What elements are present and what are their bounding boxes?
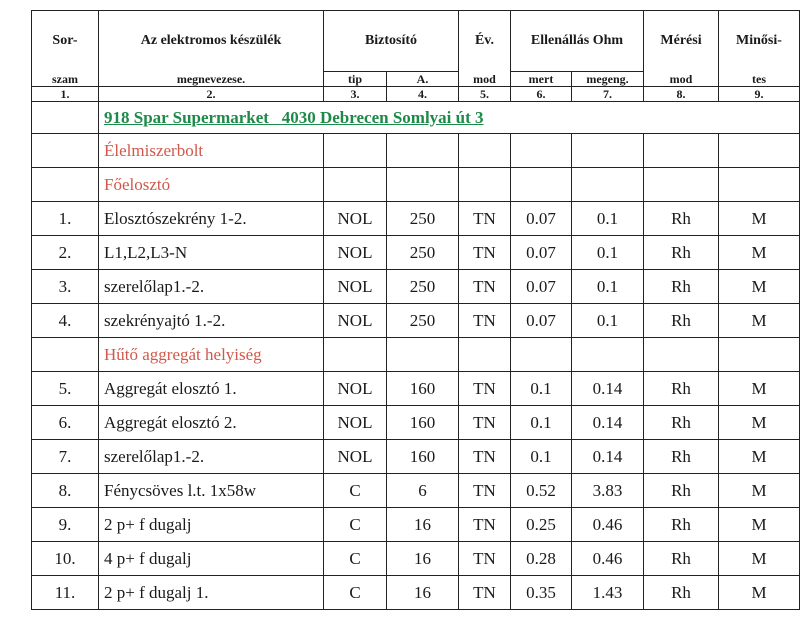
section-row (32, 168, 800, 202)
fuse-amps: 250 (387, 202, 459, 236)
measurement-method: Rh (644, 474, 719, 508)
device-name: Aggregát elosztó 2. (99, 406, 324, 440)
qualification: M (719, 304, 800, 338)
table-row (32, 542, 800, 576)
header-cell: Az elektromos készülék (99, 11, 324, 72)
column-number: 8. (644, 87, 719, 102)
row-number: 5. (32, 372, 99, 406)
header-cell: mod (644, 72, 719, 87)
row-number: 8. (32, 474, 99, 508)
header-cell: Minősi- (719, 11, 800, 72)
column-number: 1. (32, 87, 99, 102)
site-title: 918 Spar Supermarket 4030 Debrecen Somlyai út 3 (99, 102, 800, 134)
measurement-method: Rh (644, 440, 719, 474)
header-cell: szam (32, 72, 99, 87)
measured-ohm (511, 134, 572, 168)
network-mode: TN (459, 202, 511, 236)
qualification: M (719, 474, 800, 508)
network-mode (459, 134, 511, 168)
allowed-ohm: 1.43 (572, 576, 644, 610)
measurement-method (644, 134, 719, 168)
section-row (32, 338, 800, 372)
network-mode: TN (459, 270, 511, 304)
header-cell: tes (719, 72, 800, 87)
qualification: M (719, 270, 800, 304)
qualification: M (719, 542, 800, 576)
fuse-amps: 160 (387, 406, 459, 440)
qualification: M (719, 440, 800, 474)
header-row-1 (32, 11, 800, 72)
network-mode: TN (459, 304, 511, 338)
fuse-amps (387, 338, 459, 372)
network-mode: TN (459, 236, 511, 270)
fuse-amps: 160 (387, 440, 459, 474)
column-number: 4. (387, 87, 459, 102)
network-mode: TN (459, 542, 511, 576)
network-mode: TN (459, 508, 511, 542)
row-number: 2. (32, 236, 99, 270)
allowed-ohm: 0.1 (572, 236, 644, 270)
row-number: 3. (32, 270, 99, 304)
allowed-ohm: 0.14 (572, 372, 644, 406)
fuse-amps: 250 (387, 236, 459, 270)
allowed-ohm (572, 134, 644, 168)
network-mode (459, 168, 511, 202)
allowed-ohm: 3.83 (572, 474, 644, 508)
measured-ohm: 0.35 (511, 576, 572, 610)
measured-ohm: 0.1 (511, 406, 572, 440)
header-row-2 (32, 72, 800, 87)
header-cell: mod (459, 72, 511, 87)
allowed-ohm: 0.14 (572, 440, 644, 474)
fuse-amps: 16 (387, 508, 459, 542)
header-cell: tip (324, 72, 387, 87)
row-number: 11. (32, 576, 99, 610)
table-row (32, 372, 800, 406)
qualification (719, 338, 800, 372)
header-row-3 (32, 87, 800, 102)
device-name: Főelosztó (99, 168, 324, 202)
header-cell: mert (511, 72, 572, 87)
measured-ohm: 0.28 (511, 542, 572, 576)
site-title-row (32, 102, 800, 134)
table-row (32, 440, 800, 474)
measurement-method: Rh (644, 406, 719, 440)
device-name: szekrényajtó 1.-2. (99, 304, 324, 338)
column-number: 2. (99, 87, 324, 102)
column-number: 6. (511, 87, 572, 102)
measured-ohm: 0.07 (511, 202, 572, 236)
header-cell: Sor- (32, 11, 99, 72)
measurement-method: Rh (644, 304, 719, 338)
network-mode: TN (459, 372, 511, 406)
allowed-ohm (572, 168, 644, 202)
row-number: 7. (32, 440, 99, 474)
fuse-amps (387, 168, 459, 202)
column-number: 5. (459, 87, 511, 102)
fuse-type: NOL (324, 406, 387, 440)
header-cell: megeng. (572, 72, 644, 87)
device-name: Élelmiszerbolt (99, 134, 324, 168)
device-name: 4 p+ f dugalj (99, 542, 324, 576)
device-name: 2 p+ f dugalj 1. (99, 576, 324, 610)
device-name: Aggregát elosztó 1. (99, 372, 324, 406)
device-name: szerelőlap1.-2. (99, 440, 324, 474)
qualification: M (719, 508, 800, 542)
allowed-ohm: 0.1 (572, 270, 644, 304)
measured-ohm: 0.07 (511, 236, 572, 270)
row-number: 4. (32, 304, 99, 338)
measurement-method (644, 168, 719, 202)
column-number: 7. (572, 87, 644, 102)
measurement-method: Rh (644, 576, 719, 610)
allowed-ohm: 0.14 (572, 406, 644, 440)
device-name: Elosztószekrény 1-2. (99, 202, 324, 236)
row-number (32, 338, 99, 372)
column-number: 3. (324, 87, 387, 102)
fuse-type: NOL (324, 202, 387, 236)
device-name: Hűtő aggregát helyiség (99, 338, 324, 372)
measurement-method: Rh (644, 236, 719, 270)
allowed-ohm (572, 338, 644, 372)
allowed-ohm: 0.46 (572, 508, 644, 542)
measured-ohm: 0.07 (511, 270, 572, 304)
empty-cell (32, 102, 99, 134)
device-name: szerelőlap1.-2. (99, 270, 324, 304)
measurement-method (644, 338, 719, 372)
fuse-type: NOL (324, 304, 387, 338)
fuse-type: NOL (324, 270, 387, 304)
measured-ohm: 0.1 (511, 372, 572, 406)
table-row (32, 474, 800, 508)
measured-ohm: 0.07 (511, 304, 572, 338)
row-number (32, 134, 99, 168)
measurement-table (31, 10, 800, 610)
network-mode: TN (459, 474, 511, 508)
row-number: 9. (32, 508, 99, 542)
row-number: 10. (32, 542, 99, 576)
measurement-method: Rh (644, 270, 719, 304)
table-row (32, 508, 800, 542)
fuse-amps: 250 (387, 304, 459, 338)
device-name: Fénycsöves l.t. 1x58w (99, 474, 324, 508)
table-row (32, 236, 800, 270)
fuse-amps: 250 (387, 270, 459, 304)
qualification (719, 168, 800, 202)
qualification: M (719, 372, 800, 406)
section-row (32, 134, 800, 168)
fuse-amps: 16 (387, 576, 459, 610)
device-name: 2 p+ f dugalj (99, 508, 324, 542)
qualification: M (719, 576, 800, 610)
measurement-method: Rh (644, 542, 719, 576)
fuse-type: NOL (324, 236, 387, 270)
fuse-type (324, 338, 387, 372)
measured-ohm: 0.52 (511, 474, 572, 508)
fuse-type (324, 168, 387, 202)
allowed-ohm: 0.46 (572, 542, 644, 576)
network-mode: TN (459, 576, 511, 610)
fuse-type: C (324, 542, 387, 576)
measurement-method: Rh (644, 508, 719, 542)
table-row (32, 202, 800, 236)
network-mode: TN (459, 440, 511, 474)
qualification: M (719, 406, 800, 440)
table-row (32, 406, 800, 440)
header-cell: Év. (459, 11, 511, 72)
measurement-method: Rh (644, 202, 719, 236)
row-number (32, 168, 99, 202)
fuse-amps: 16 (387, 542, 459, 576)
allowed-ohm: 0.1 (572, 304, 644, 338)
fuse-type: NOL (324, 440, 387, 474)
row-number: 1. (32, 202, 99, 236)
measurement-sheet (31, 10, 800, 610)
table-row (32, 304, 800, 338)
table-row (32, 270, 800, 304)
fuse-type: NOL (324, 372, 387, 406)
header-cell: Biztosító (324, 11, 459, 72)
header-cell: Mérési (644, 11, 719, 72)
fuse-amps: 6 (387, 474, 459, 508)
header-cell: A. (387, 72, 459, 87)
fuse-amps: 160 (387, 372, 459, 406)
fuse-type: C (324, 474, 387, 508)
fuse-type: C (324, 576, 387, 610)
measured-ohm: 0.25 (511, 508, 572, 542)
network-mode: TN (459, 406, 511, 440)
qualification: M (719, 236, 800, 270)
measured-ohm (511, 168, 572, 202)
measured-ohm (511, 338, 572, 372)
fuse-type (324, 134, 387, 168)
row-number: 6. (32, 406, 99, 440)
fuse-amps (387, 134, 459, 168)
network-mode (459, 338, 511, 372)
device-name: L1,L2,L3-N (99, 236, 324, 270)
header-cell: megnevezese. (99, 72, 324, 87)
allowed-ohm: 0.1 (572, 202, 644, 236)
measured-ohm: 0.1 (511, 440, 572, 474)
qualification: M (719, 202, 800, 236)
table-row (32, 576, 800, 610)
fuse-type: C (324, 508, 387, 542)
column-number: 9. (719, 87, 800, 102)
header-cell: Ellenállás Ohm (511, 11, 644, 72)
qualification (719, 134, 800, 168)
measurement-method: Rh (644, 372, 719, 406)
